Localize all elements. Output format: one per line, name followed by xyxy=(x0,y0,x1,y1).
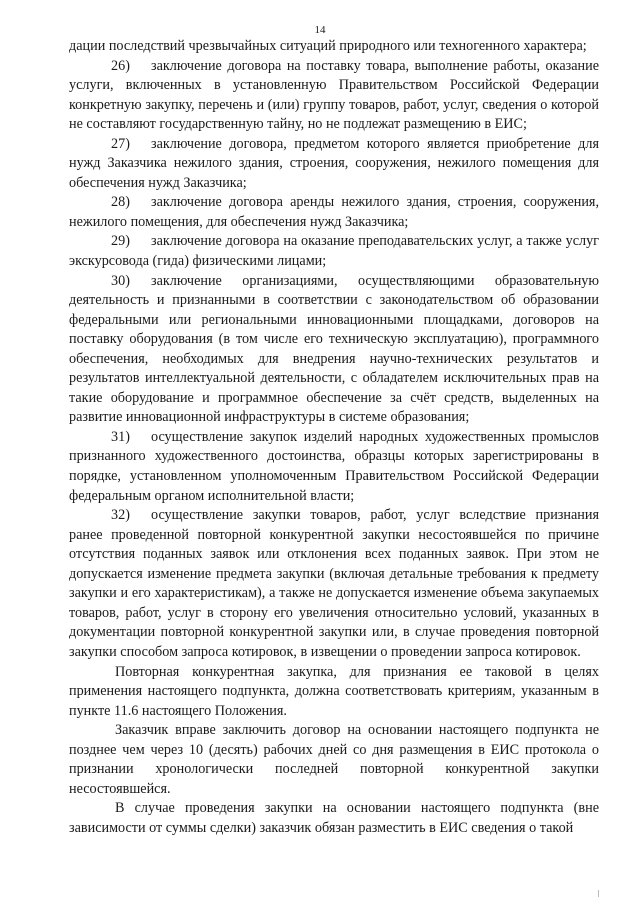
item-text: заключение договора аренды нежилого здания, строения, сооружения, нежилого помещения, для обеспечения нужд Заказчика; xyxy=(69,194,599,230)
list-item-26 xyxy=(69,57,599,135)
item-number: 31) xyxy=(111,428,130,445)
body-paragraph: Повторная конкурентная закупка, для признания ее таковой в целях применения настоящего подпункта, должна соответствовать критериям, указанным в пункте 11.6 настоящего Положения. xyxy=(69,663,599,719)
item-number: 28) xyxy=(111,194,130,211)
item-text: заключение договора, предметом которого является приобретение для нужд Заказчика нежилого здания, строения, сооружения, нежилого помещения для обеспечения нужд Заказчика; xyxy=(69,135,599,191)
item-number: 29) xyxy=(111,233,130,250)
item-text: осуществление закупки товаров, работ, услуг вследствие признания ранее проведенной повторной конкурентной закупки несостоявшейся по причине отсутствия поданных заявок или отклонения всех поданных заявок. При этом не допускается изменение предмета закупки (включая детальные требования к предмету закупки и его характеристикам), а также не допускается изменение объема закупаемых товаров, работ, услуг в сторону его увеличения относительно условий, указанных в документации повторной конкурентной закупки или, в случае проведения повторной закупки способом запроса котировок, в извещении о проведении запроса котировок. xyxy=(69,507,599,660)
item-number: 26) xyxy=(111,57,130,74)
item-text: заключение организациями, осуществляющими образовательную деятельность и признанными в соответствии с законодательством об образовании федеральными или региональными инновационными площадками, договоров на поставку оборудования (в том числе его техническую эксплуатацию), программного обеспечения, необходимых для внедрения научно-технических результатов и результатов интеллектуальной деятельности, с обладателем исключительных прав на такие оборудование и программное обеспечение за счёт средств, выделенных на развитие инновационной инфраструктуры в системе образования; xyxy=(69,272,599,426)
list-item-30 xyxy=(69,272,599,428)
list-item-32 xyxy=(69,506,599,662)
document-body xyxy=(69,37,599,838)
list-item-31 xyxy=(69,428,599,506)
list-item-28 xyxy=(69,193,599,232)
list-item-27 xyxy=(69,135,599,194)
item-number: 30) xyxy=(111,272,130,289)
scan-mark xyxy=(598,890,599,897)
body-paragraph: Заказчик вправе заключить договор на основании настоящего подпункта не позднее чем через 10 (десять) рабочих дней со дня размещения в ЕИС протокола о признании хронологически последней повторной конкурентной закупки несостоявшейся. xyxy=(69,722,599,797)
item-text: осуществление закупок изделий народных художественных промыслов признанного художественного достоинства, образцы которых зарегистрированы в порядке, установленном уполномоченным Правительством Российской Федерации федеральным органом исполнительной власти; xyxy=(69,428,599,504)
item-number: 27) xyxy=(111,135,130,152)
list-item-29 xyxy=(69,232,599,271)
item-text: заключение договора на оказание преподавательских услуг, а также услуг экскурсовода (гида) физическими лицами; xyxy=(69,233,599,270)
intro-paragraph: дации последствий чрезвычайных ситуаций природного или техногенного характера; xyxy=(69,38,587,54)
item-number: 32) xyxy=(111,507,130,524)
item-text: заключение договора на поставку товара, выполнение работы, оказание услуги, включенных в установленную Правительством Российской Федерации конкретную закупку, перечень и (или) группу товаров, работ, услуг, сведения о которой не составляют государственную тайну, но не подлежат размещению в ЕИС; xyxy=(69,57,599,133)
page-number: 14 xyxy=(314,24,326,36)
body-paragraph: В случае проведения закупки на основании настоящего подпункта (вне зависимости от суммы сделки) заказчик обязан разместить в ЕИС сведения о такой xyxy=(69,800,599,836)
